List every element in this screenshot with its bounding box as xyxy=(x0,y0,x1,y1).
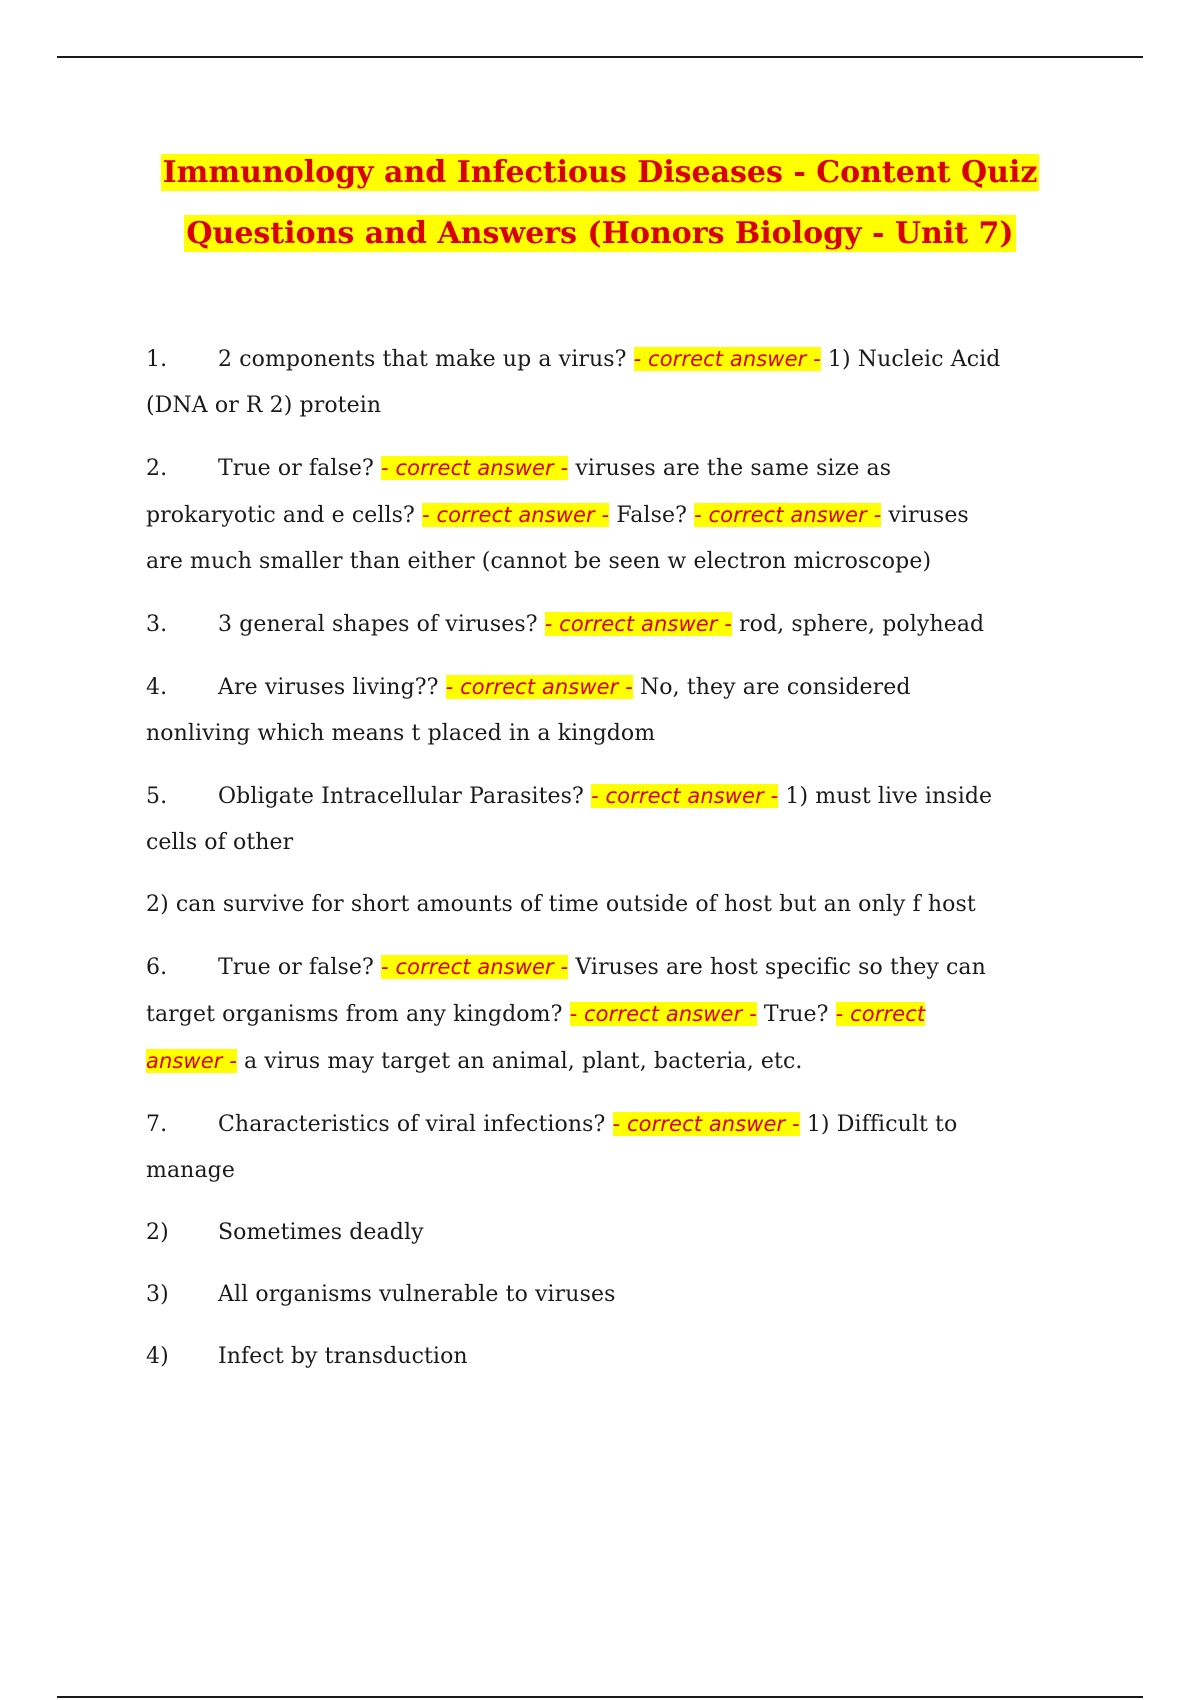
question-number: 3. xyxy=(146,612,168,637)
answer-text: 1) Difficult to xyxy=(806,1112,958,1137)
question-4 xyxy=(146,664,1086,757)
question-number: 2. xyxy=(146,456,168,481)
answer-text: True? xyxy=(763,1002,829,1027)
answer-text: nonliving which means t placed in a kingdom xyxy=(146,721,656,746)
answer-text: (DNA or R 2) protein xyxy=(146,393,382,418)
answer-text: 2) can survive for short amounts of time outside of host but an only f host xyxy=(146,892,976,917)
sub-item xyxy=(146,1334,1086,1380)
answer-marker-part-2: answer - xyxy=(146,1049,237,1073)
answer-text: False? xyxy=(616,503,687,528)
answer-marker: - correct answer - xyxy=(612,1112,800,1136)
sub-item-number: 2) xyxy=(146,1220,169,1245)
question-2 xyxy=(146,445,1086,585)
question-text: Obligate Intracellular Parasites? xyxy=(218,784,584,809)
question-text: 2 components that make up a virus? xyxy=(218,347,627,372)
question-number: 6. xyxy=(146,955,168,980)
answer-marker: - correct answer - xyxy=(445,675,633,699)
sub-item-number: 3) xyxy=(146,1282,169,1307)
title-line-2: Questions and Answers (Honors Biology - Unit 7) xyxy=(186,216,1014,251)
sub-item-text: All organisms vulnerable to viruses xyxy=(218,1282,616,1307)
answer-text: No, they are considered xyxy=(639,675,911,700)
sub-item xyxy=(146,1272,1086,1318)
answer-marker: - correct answer - xyxy=(633,347,821,371)
answer-text: viruses are the same size as xyxy=(575,456,892,481)
sub-item-text: Infect by transduction xyxy=(218,1344,468,1369)
answer-text: Viruses are host specific so they can xyxy=(575,955,986,980)
question-number: 7. xyxy=(146,1112,168,1137)
answer-text: 1) Nucleic Acid xyxy=(827,347,1001,372)
answer-text: are much smaller than either (cannot be seen w electron microscope) xyxy=(146,549,932,574)
answer-marker: - correct answer - xyxy=(569,1002,757,1026)
question-text: Characteristics of viral infections? xyxy=(218,1112,606,1137)
answer-marker: - correct answer - xyxy=(381,955,569,979)
answer-text: 1) must live inside xyxy=(785,784,993,809)
sub-item xyxy=(146,1210,1086,1256)
question-text: True or false? xyxy=(218,955,374,980)
answer-marker: - correct answer - xyxy=(544,612,732,636)
top-rule xyxy=(57,56,1143,58)
bottom-rule xyxy=(57,1696,1143,1698)
answer-marker: - correct answer - xyxy=(422,503,610,527)
question-text: target organisms from any kingdom? xyxy=(146,1002,563,1027)
question-number: 4. xyxy=(146,675,168,700)
answer-text: a virus may target an animal, plant, bacteria, etc. xyxy=(244,1049,803,1074)
question-1 xyxy=(146,336,1086,429)
answer-text: cells of other xyxy=(146,830,294,855)
answer-text: rod, sphere, polyhead xyxy=(739,612,985,637)
question-text: True or false? xyxy=(218,456,374,481)
question-number: 1. xyxy=(146,347,168,372)
answer-text: manage xyxy=(146,1158,235,1183)
question-5 xyxy=(146,773,1086,866)
sub-item-text: Sometimes deadly xyxy=(218,1220,424,1245)
question-5-continuation xyxy=(146,882,1086,928)
question-text: Are viruses living?? xyxy=(218,675,439,700)
question-6 xyxy=(146,944,1086,1085)
title-line-1: Immunology and Infectious Diseases - Content Quiz xyxy=(162,155,1038,190)
question-text: prokaryotic and e cells? xyxy=(146,503,415,528)
question-number: 5. xyxy=(146,784,168,809)
answer-marker: - correct answer - xyxy=(381,456,569,480)
quiz-body xyxy=(146,336,1086,1396)
document-title xyxy=(100,142,1100,264)
answer-text: viruses xyxy=(888,503,969,528)
question-3 xyxy=(146,601,1086,648)
answer-marker: - correct answer - xyxy=(694,503,882,527)
question-7 xyxy=(146,1101,1086,1194)
answer-marker: - correct answer - xyxy=(591,784,779,808)
answer-marker-part-1: - correct xyxy=(835,1002,926,1026)
question-text: 3 general shapes of viruses? xyxy=(218,612,538,637)
sub-item-number: 4) xyxy=(146,1344,169,1369)
